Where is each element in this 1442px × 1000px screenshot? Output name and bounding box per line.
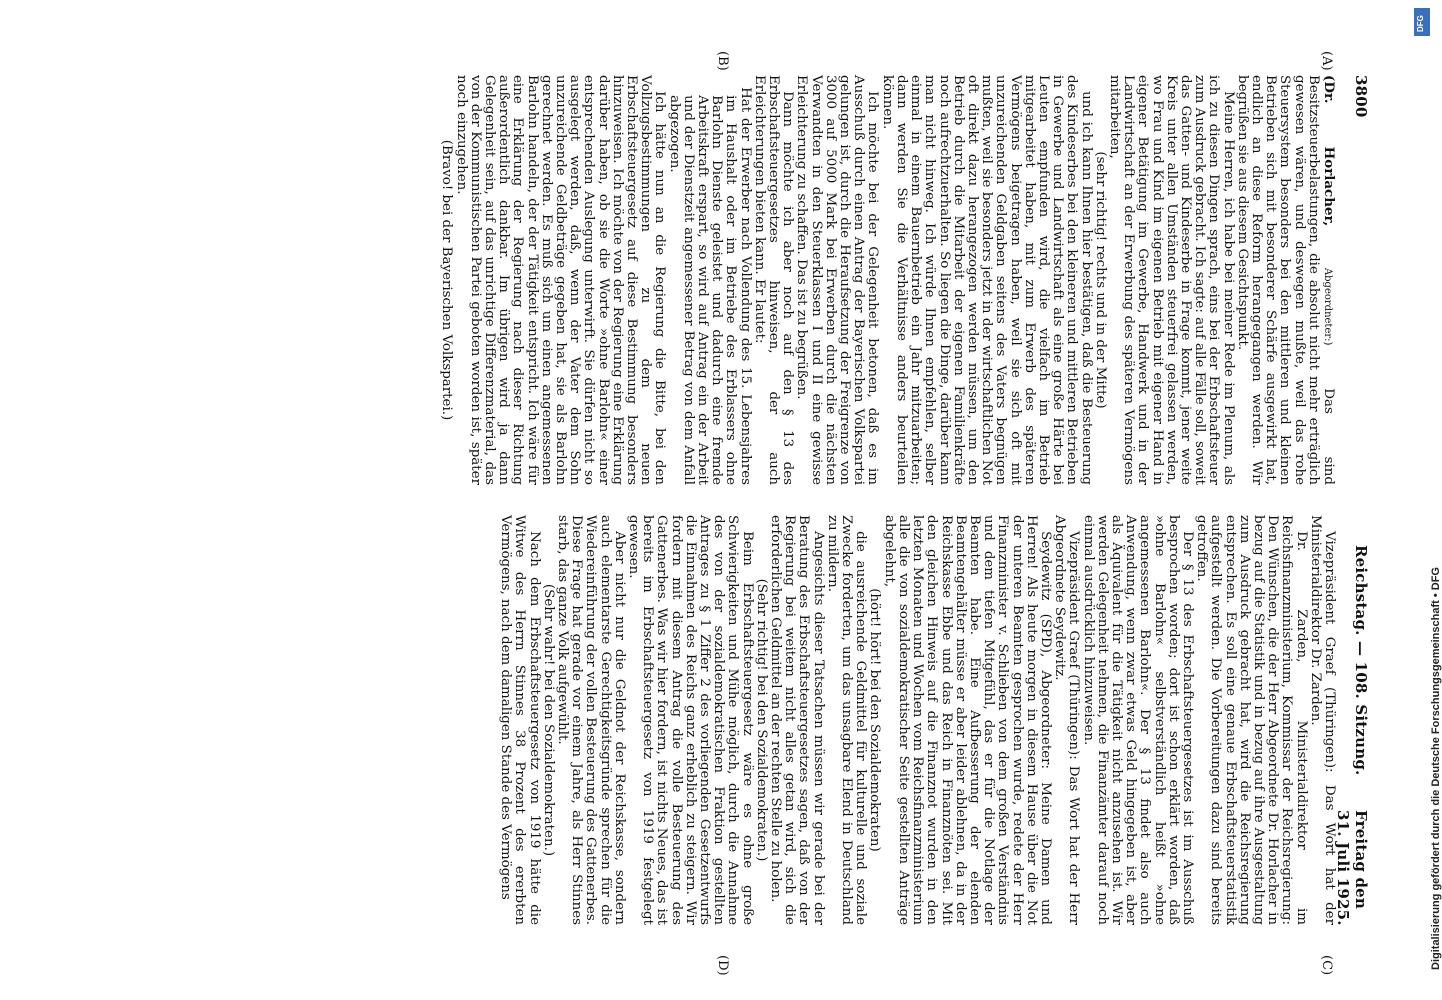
law-quote: Hat der Erwerber nach Vollendung des 15. Lebensjahres im Haushalt oder im Betriebe des Erblassers ohne Barlohn Dienste geleistet und dadurch eine fremde Arbeitskraft erspart, so wird auf Antrag ein der Arbeit und der Dienstzeit angemessener Betrag von dem Anfall abgezogen. [666,87,753,485]
rotated-page [80,51,1370,976]
speaker-name: (Dr. Horlacher, [1321,75,1337,227]
paragraph: Dann möchte ich aber noch auf den § 13 des Erbschaftsteuergesetzes hinweisen, der auch Erleichterungen bieten kann. Er lautet: [751,75,796,485]
interjection: (sehr richtig! rechts und in der Mitte) [1092,151,1108,409]
paragraph: Nach dem Erbschaftsteuergesetz von 1919 hätte die Witwe des Herrn Stinnes 38 Prozent des ererbten Vermögens, nach dem damaligen Stande des Vermögens [498,515,542,925]
paragraph: Ich hätte nun an die Regierung die Bitte, bei den Vollzugsbestimmungen zu dem neuen Erbschaftsteuergesetz auf diese Bestimmung besonders hinzuweisen. Ich möchte von der Regierung eine Erklärung darüber haben, ob sie die Worte »ohne Barlohn« einer entsprechenden Auslegung unterwirft. Sie dürfen nicht so ausgelegt werden, daß, wenn der Vater dem Sohn unzureichende Geldbeträge gegeben hat, sie als Barlohn gerechnet werden. Es muß sich um einen angemessenen Barlohn handeln, der der Tätigkeit entspricht. Ich wäre für eine Erklärung der Regierung nach dieser Richtung außerordentlich dankbar. Im übrigen wird ja dann Gelegenheit sein, auf das unrichtige Differenzmaterial, das von der Kommunistischen Partei geboten worden ist, später noch einzugehen. [453,75,668,485]
digitization-note-text: Digitalisierung gefördert durch die Deutsche Forschungsgemeinschaft • DFG [1430,567,1442,970]
speaker-role: Abgeordneter:) [1322,226,1333,346]
page-number: 3800 [1352,75,1370,118]
paragraph: Vizepräsident Graef (Thüringen): Das Wort hat der Ministerialdirektor Dr. Zarden. [1307,515,1337,925]
paragraph: Der § 13 des Erbschaftsteuergesetzes ist im Ausschuß besprochen worden; dort ist schon erklärt worden, daß »ohne Barlohn« selbstverständlich heißt »ohne angemessenen Barlohn«. Der § 13 findet also auch Anwendung, wenn zwar etwas Geld hingegeben ist, aber als Äquivalent für die Tätigkeit nicht anzusehen ist. Wir werden Gelegenheit nehmen, die Finanzämter darauf noch einmal ausdrücklich hinzuweisen. [1080,515,1195,925]
margin-marker-d: (D) [715,955,730,976]
left-text-column [86,75,1336,485]
paragraph: Dr. Zarden, Ministerialdirektor im Reichsfinanzministerium, Kommissar der Reichsregierung: Den Wünschen, die der Herr Abgeordnete Dr. Horlacher in bezug auf die Statistik und in bezug auf ihre Ausgestaltung zum Ausdruck gebracht hat, wird die Reichsregierung entsprechen. Es soll eine genaue Erbschaftsteuerstatistik aufgestellt werden. Die Vorbereitungen dazu sind bereits getroffen. [1194,515,1309,925]
paragraph: Aber nicht nur die Geldnot der Reichskasse, sondern auch elementarste Gerechtigkeitsgründe sprechen für die Wiedereinführung der vollen Besteuerung des Gattenerbes. Diese Frage hat gerade vor einem Jahre, als Herr Stinnes starb, das ganze Volk aufgewühlt. [555,515,627,925]
right-text-column [86,515,1336,925]
session-date: Freitag den 31. Juli 1925. [1334,810,1370,926]
paragraph: und ich kann Ihnen hier bestätigen, daß die Besteuerung des Kindeserbes bei den kleineren und mittleren Betrieben in Gewerbe und Landwirtschaft als eine große Härte bei Leuten empfunden wird, die vielfach im Betrieb mitgearbeitet haben, mit zum Erwerb des späteren Vermögens beigetragen haben, weil sie sich oft mit unzureichenden Geldgaben seitens des Vaters begnügen mußten, weil sie besonders jetzt in der wirtschaftlichen Not oft direkt dazu herangezogen werden müssen, um den Betrieb durch die Mitarbeit der eigenen Familienkräfte noch aufrechtzuerhalten. So liegen die Dinge, darüber kann man nicht hinweg. Ich würde Ihnen empfehlen, selber einmal in einem Bauernbetrieb ein Jahr mitzuarbeiten; dann werden Sie die Verhältnisse anders beurteilen können. [879,75,1094,485]
interjection: (Sehr wahr! bei den Sozialdemokraten.) [540,583,556,857]
paragraph-text: Das sind Besitzsteuerbelastungen, die absolut nicht mehr erträglich gewesen wären, und deswegen mußte, weil das rohe Steuersystem besonders bei den mittleren und kleinen Betrieben sich mit besonderer Schärfe ausgewirkt hat, endlich an diese Reform herangegangen werden. Wir begrüßen sie aus diesem Gesichtspunkt. [1234,75,1336,485]
interjection: (Sehr richtig! bei den Sozialdemokraten.) [753,578,769,862]
speaker-paragraph [1235,75,1336,485]
dfg-logo-text: DFG [1416,15,1425,32]
margin-marker-b: (B) [715,51,730,71]
paragraph: Beim Erbschaftsteuergesetz wäre es ohne große Schwierigkeiten und Mühe möglich, durch die Annahme des von der sozialdemokratischen Fraktion gestellten Antrages zu § 1 Ziffer 2 des vorliegenden Gesetzentwurfs die Einnahmen des Reichs ganz erheblich zu steigern. Wir fordern mit diesem Antrag die volle Besteuerung des Gattenerbes. Was wir hier fordern, ist nichts Neues, das ist bereits im Erbschaftsteuergesetz von 1919 festgelegt gewesen. [626,515,755,925]
margin-marker-c: (C) [1319,955,1334,976]
page-header [1334,75,1370,935]
session-title: Reichstag. — 108. Sitzung. [1352,545,1370,776]
interjection: (hört! hört! bei den Sozialdemokraten) [867,588,883,852]
paragraph: Angesichts dieser Tatsachen müssen wir gerade bei der Beratung des Erbschaftsteuergesetzes sagen, daß von der Regierung bei weitem nicht alles getan wird, sich die erforderlichen Geldmittel an der rechten Stelle zu holen. [768,515,826,925]
interjection: (Bravo! bei der Bayerischen Volkspartei.) [439,139,455,421]
paragraph: Vizepräsident Graef (Thüringen): Das Wort hat der Herr Abgeordnete Seydewitz. [1052,515,1082,925]
paragraph: die ausreichende Geldmittel für kulturelle und soziale Zwecke forderten, um das unsagbare Elend in Deutschland zu mildern. [824,515,869,925]
paragraph: Ich möchte bei der Gelegenheit betonen, daß es im Ausschuß durch einen Antrag der Bayerischen Volkspartei gelungen ist, durch die Heraufsetzung der Freigrenze von 3000 auf 5000 Mark bei Erwerben durch die nächsten Verwandten in den Steuerklassen I und II eine gewisse Erleichterung zu schaffen. Das ist zu begrüßen. [794,75,881,485]
paragraph: Meine Herren, ich habe bei meiner Rede im Plenum, als ich zu diesen Dingen sprach, eins bei der Erbschaftsteuer zum Ausdruck gebracht. Ich sagte: auf alle Fälle soll, soweit das Gatten- und Kindeserbe in Frage kommt, jener weite Kreis unter allen Umständen steuerfrei gelassen werden, wo Frau und Kind im eigenen Betrieb mit eigener Hand in eigener Betätigung im Gewerbe, Handwerk und in der Landwirtschaft an der Erwerbung des späteren Vermögens mitarbeiten, [1106,75,1236,485]
margin-marker-a: (A) [1319,51,1334,71]
dfg-logo [1414,8,1430,36]
paragraph: Seydewitz (SPD), Abgeordneter: Meine Damen und Herren! Als heute morgen in diesem Hause über die Not der unteren Beamten gesprochen wurde, redete der Herr Finanzminister v. Schlieben von dem großen Verständnis und dem tiefen Mitgefühl, das er für die Notlage der Beamten habe. Eine Aufbesserung der elenden Beamtengehälter müsse er aber leider ablehnen, da in der Reichskasse Ebbe und das Reich in Finanznöten sei. Mit den gleichen Hinweis auf die Finanznot wurden in den letzten Monaten und Wochen vom Reichsfinanzministerium alle die von sozialdemokratischer Seite gestellten Anträge abgelehnt, [881,515,1053,925]
digitization-note [1412,10,1442,990]
